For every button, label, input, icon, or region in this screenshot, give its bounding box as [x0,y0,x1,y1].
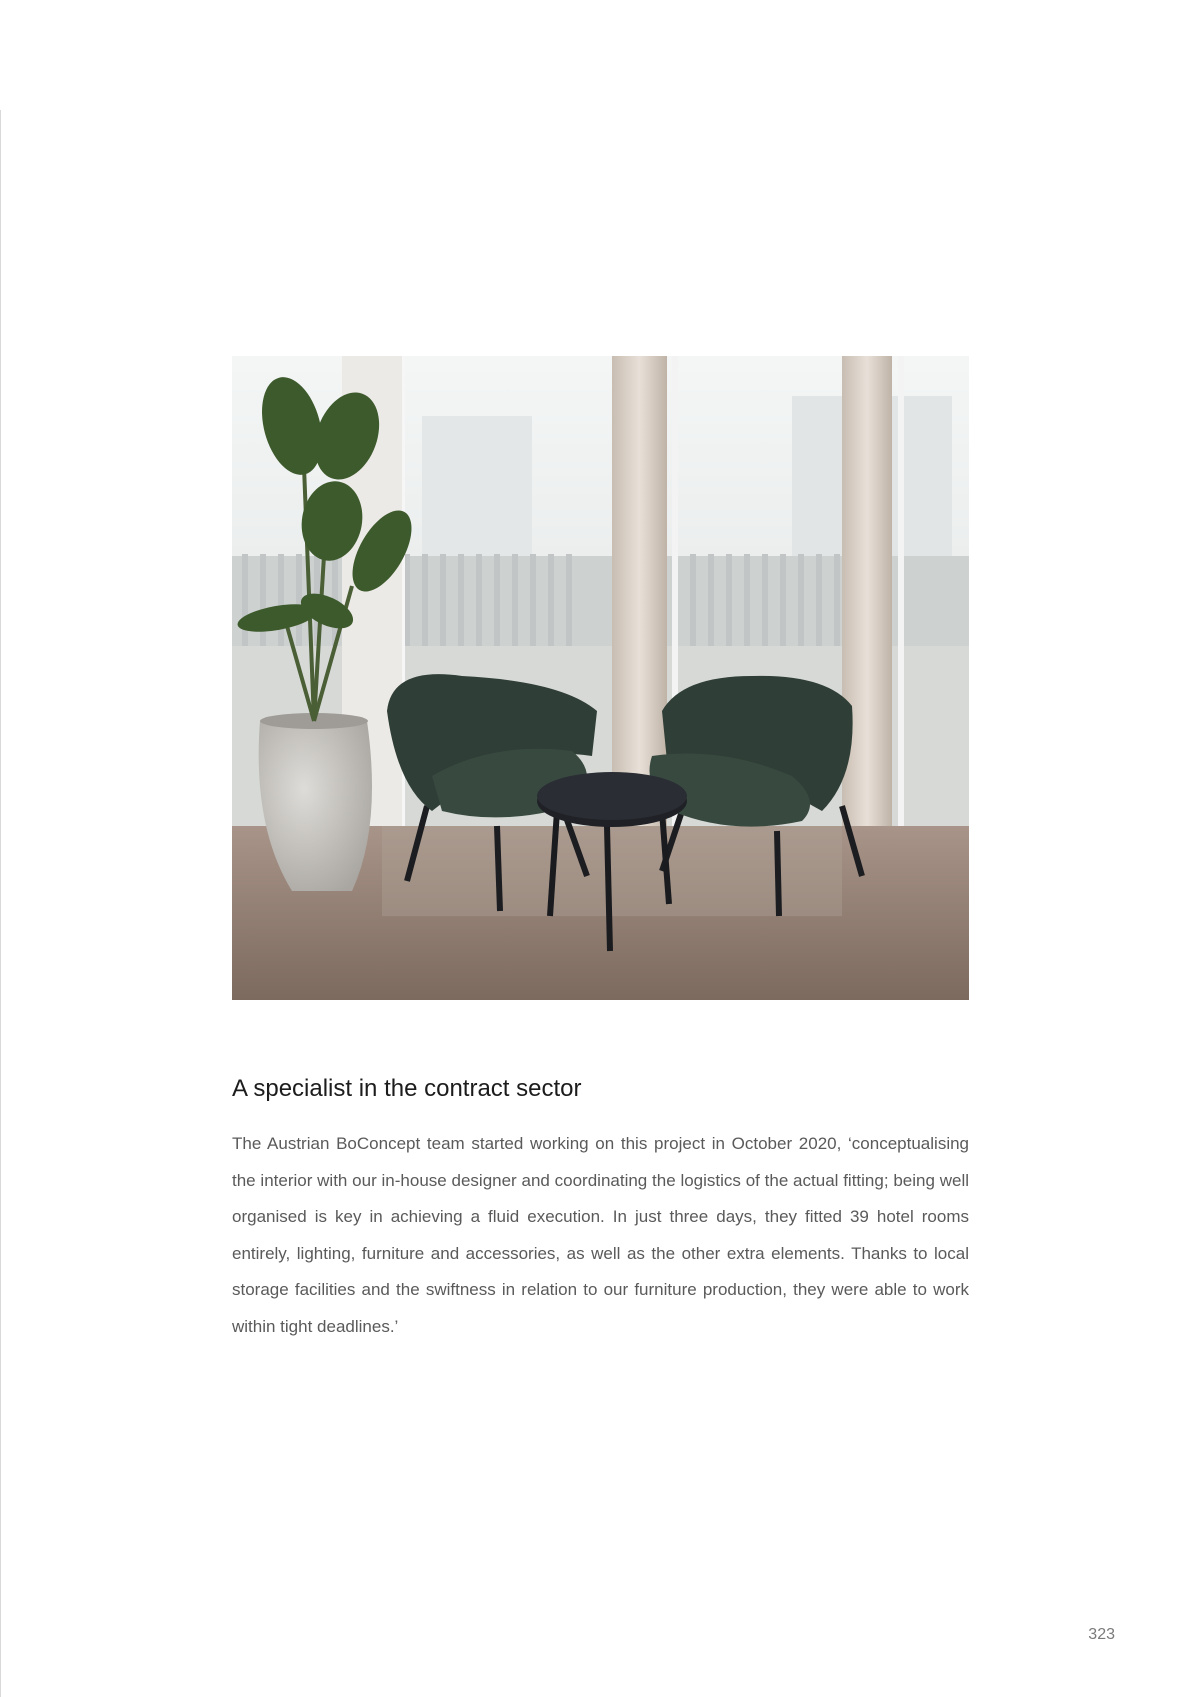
page-edge-rule [0,110,1,1697]
interior-photo [232,356,969,1000]
section-heading: A specialist in the contract sector [232,1075,582,1102]
body-paragraph: The Austrian BoConcept team started working on this project in October 2020, ‘conceptualising the interior with our in-house designer and coordinating the logistics of the actual fitting; being well organised is key in achieving a fluid execution. In just three days, they fitted 39 hotel rooms entirely, lighting, furniture and accessories, as well as the other extra elements. Thanks to local storage facilities and the swiftness in relation to our furniture production, they were able to work within tight deadlines.’ [232,1134,969,1336]
page-number: 323 [1088,1626,1115,1643]
floor-reflection [382,826,842,916]
building-left [422,416,532,566]
interior-photo-illustration [232,356,969,1000]
curtain [842,356,892,876]
mullion [898,356,904,846]
